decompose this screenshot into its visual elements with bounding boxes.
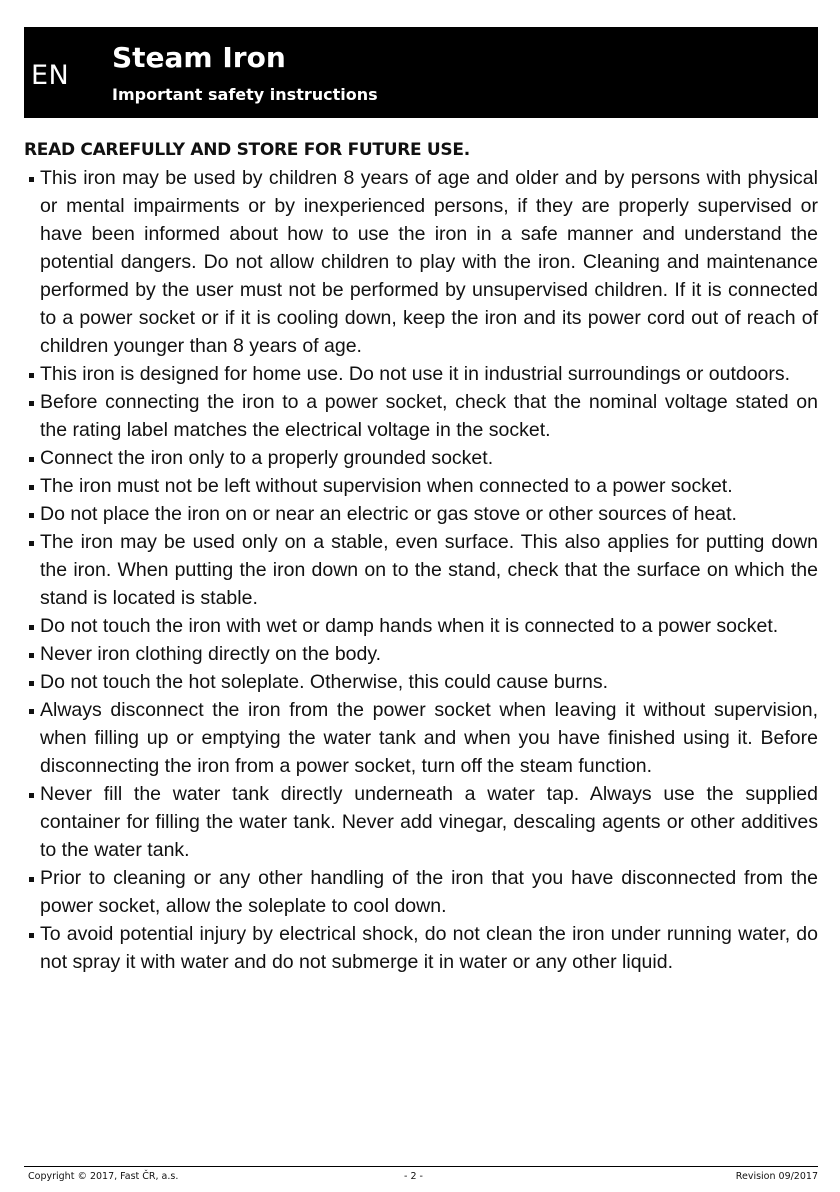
list-item [24, 164, 818, 360]
language-code: EN [31, 60, 70, 91]
list-item [24, 780, 818, 864]
bullet-icon [29, 177, 34, 182]
list-item-text: This iron may be used by children 8 years of age and older and by persons with physical or mental impairments or by inexperienced persons, if they are properly supervised or have been informed about how to use the iron in a safe manner and understand the potential dangers. Do not allow children to play with the iron. Cleaning and maintenance performed by the user must not be performed by unsupervised children. If it is connected to a power socket or if it is cooling down, keep the iron and its power cord out of reach of children younger than 8 years of age. [40, 167, 818, 357]
list-item [24, 668, 818, 696]
list-item-text: This iron is designed for home use. Do not use it in industrial surroundings or outdoors. [40, 363, 791, 385]
page-title: Steam Iron [112, 41, 286, 74]
list-item [24, 864, 818, 920]
list-item-text: Do not touch the hot soleplate. Otherwise, this could cause burns. [40, 671, 608, 693]
list-item [24, 612, 818, 640]
list-item-text: Do not touch the iron with wet or damp hands when it is connected to a power socket. [40, 615, 779, 637]
bullet-icon [29, 625, 34, 630]
list-item [24, 388, 818, 444]
bullet-icon [29, 457, 34, 462]
list-item [24, 472, 818, 500]
list-item [24, 500, 818, 528]
bullet-icon [29, 653, 34, 658]
header-banner [24, 27, 818, 118]
list-item-text: Never fill the water tank directly underneath a water tap. Always use the supplied container for filling the water tank. Never add vinegar, descaling agents or other additives to the water tank. [40, 783, 818, 861]
footer-divider [24, 1166, 818, 1167]
document-body [24, 136, 818, 976]
bullet-icon [29, 793, 34, 798]
revision-text: Revision 09/2017 [735, 1171, 818, 1182]
list-item-text: Always disconnect the iron from the power socket when leaving it without supervision, when filling up or emptying the water tank and when you have finished using it. Before disconnecting the iron from a power socket, turn off the steam function. [40, 699, 818, 777]
list-item-text: The iron must not be left without supervision when connected to a power socket. [40, 475, 733, 497]
list-item-text: Prior to cleaning or any other handling of the iron that you have disconnected from the power socket, allow the soleplate to cool down. [40, 867, 818, 917]
list-item-text: Before connecting the iron to a power socket, check that the nominal voltage stated on the rating label matches the electrical voltage in the socket. [40, 391, 818, 441]
bullet-icon [29, 877, 34, 882]
bullet-icon [29, 513, 34, 518]
bullet-icon [29, 709, 34, 714]
copyright-text: Copyright © 2017, Fast ČR, a.s. [28, 1171, 179, 1182]
bullet-icon [29, 485, 34, 490]
page-footer [24, 1169, 818, 1185]
list-item-text: Never iron clothing directly on the body. [40, 643, 382, 665]
list-item-text: To avoid potential injury by electrical shock, do not clean the iron under running water, do not spray it with water and do not submerge it in water or any other liquid. [40, 923, 818, 973]
bullet-icon [29, 401, 34, 406]
list-item [24, 360, 818, 388]
bullet-icon [29, 933, 34, 938]
list-item-text: The iron may be used only on a stable, even surface. This also applies for putting down the iron. When putting the iron down on to the stand, check that the surface on which the stand is located is stable. [40, 531, 818, 609]
page-number: - 2 - [404, 1171, 423, 1182]
list-item [24, 528, 818, 612]
page-subtitle: Important safety instructions [112, 85, 378, 104]
list-item [24, 696, 818, 780]
safety-list [24, 164, 818, 976]
bullet-icon [29, 681, 34, 686]
intro-heading: READ CAREFULLY AND STORE FOR FUTURE USE. [24, 140, 470, 160]
bullet-icon [29, 541, 34, 546]
list-item-text: Connect the iron only to a properly grounded socket. [40, 447, 494, 469]
list-item [24, 920, 818, 976]
list-item [24, 640, 818, 668]
bullet-icon [29, 373, 34, 378]
list-item [24, 444, 818, 472]
list-item-text: Do not place the iron on or near an electric or gas stove or other sources of heat. [40, 503, 737, 525]
